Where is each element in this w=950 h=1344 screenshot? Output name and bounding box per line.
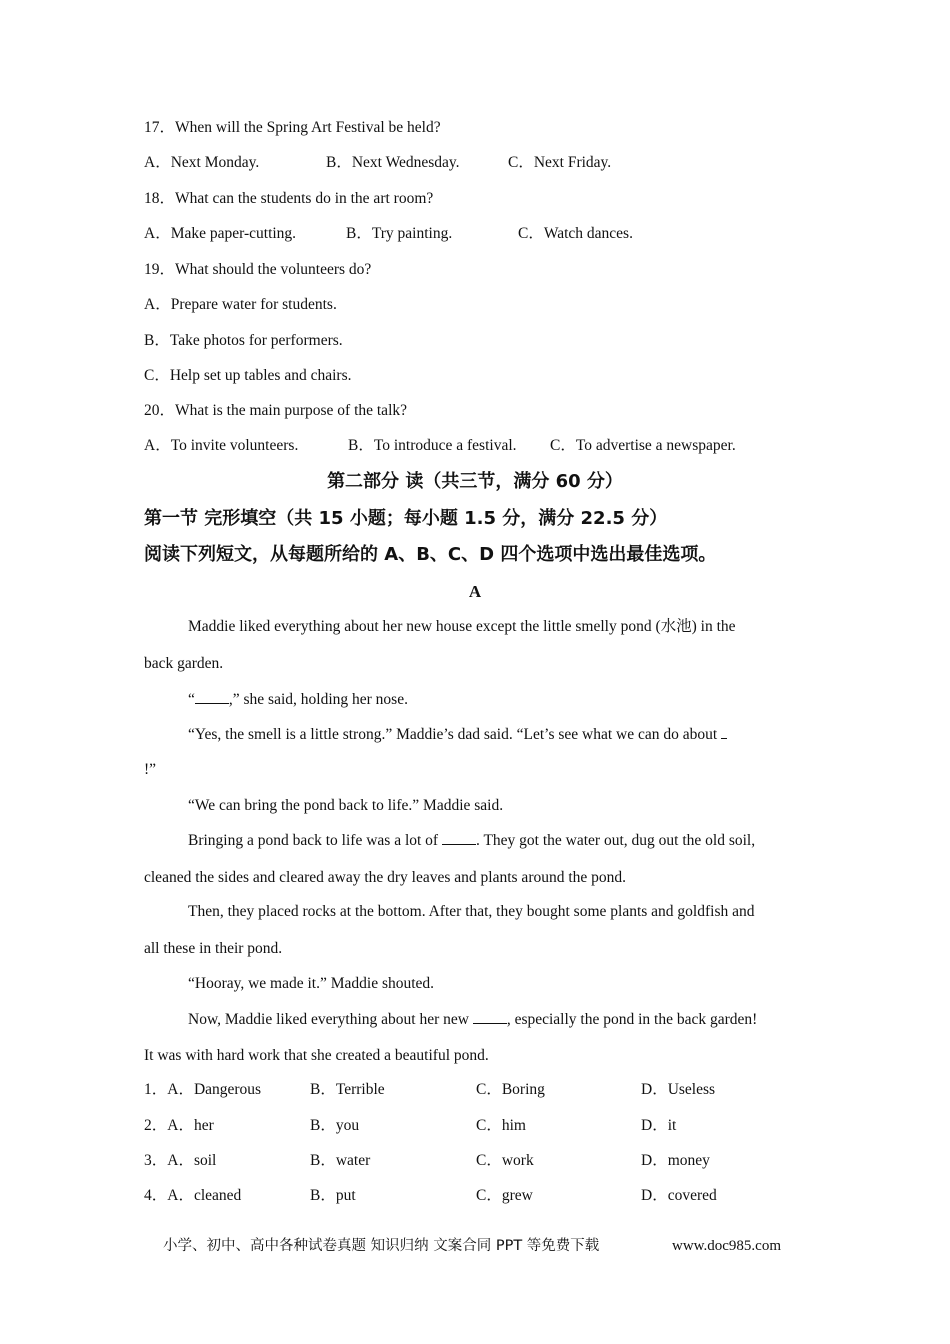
passage-text: Bringing a pond back to life was a lot of	[188, 832, 439, 849]
passage-line: Maddie liked everything about her new house except the little smelly pond (水池) in the	[188, 618, 736, 635]
footer-text: 小学、初中、高中各种试卷真题 知识归纳 文案合同 PPT 等免费下载	[163, 1238, 600, 1254]
cloze-1-option-b: B．Terrible	[310, 1081, 385, 1098]
passage-line: !”	[144, 761, 157, 778]
cloze-3-option-b: B．water	[310, 1152, 371, 1169]
passage-text: Now, Maddie liked everything about her new	[188, 1011, 469, 1028]
passage-line	[188, 1009, 757, 1030]
q17-option-b: B．Next Wednesday.	[326, 154, 460, 171]
cloze-4-option-b: B．put	[310, 1187, 356, 1204]
cloze-3-option-a: 3．A．soil	[144, 1152, 217, 1169]
passage-line: “We can bring the pond back to life.” Maddie said.	[188, 797, 504, 814]
passage-line: back garden.	[144, 655, 224, 672]
passage-text: ,” she said, holding her nose.	[228, 691, 408, 708]
passage-text: , especially the pond in the back garden!	[506, 1011, 758, 1028]
cloze-2-option-a: 2．A．her	[144, 1117, 214, 1134]
cloze-1-option-d: D．Useless	[641, 1081, 716, 1098]
cloze-3-option-d: D．money	[641, 1152, 710, 1169]
cloze-4-option-a: 4．A．cleaned	[144, 1187, 242, 1204]
cloze-2-option-b: B．you	[310, 1117, 360, 1134]
cloze-2-option-c: C．him	[476, 1117, 526, 1134]
question-19: 19．What should the volunteers do?	[144, 261, 372, 278]
footer-link[interactable]: www.doc985.com	[672, 1238, 782, 1254]
passage-text: . They got the water out, dug out the old soil,	[475, 832, 756, 849]
q18-option-b: B．Try painting.	[346, 225, 453, 242]
q19-option-a: A．Prepare water for students.	[144, 296, 337, 313]
blank-4	[473, 1009, 507, 1024]
passage-label: A	[468, 582, 482, 601]
q20-option-c: C．To advertise a newspaper.	[550, 437, 736, 454]
blank-1	[195, 689, 229, 704]
passage-line	[188, 830, 755, 851]
q20-option-b: B．To introduce a festival.	[348, 437, 517, 454]
cloze-4-option-d: D．covered	[641, 1187, 717, 1204]
instruction: 阅读下列短文，从每题所给的 A、B、C、D 四个选项中选出最佳选项。	[144, 544, 717, 565]
q20-option-a: A．To invite volunteers.	[144, 437, 299, 454]
passage-line: “Hooray, we made it.” Maddie shouted.	[188, 975, 435, 992]
q19-option-c: C．Help set up tables and chairs.	[144, 367, 352, 384]
q17-option-a: A．Next Monday.	[144, 154, 260, 171]
cloze-4-option-c: C．grew	[476, 1187, 533, 1204]
q18-option-c: C．Watch dances.	[518, 225, 633, 242]
quote-open: “	[188, 691, 195, 708]
blank-3	[442, 830, 476, 845]
question-17: 17．When will the Spring Art Festival be held?	[144, 119, 441, 136]
cloze-2-option-d: D．it	[641, 1117, 677, 1134]
q17-option-c: C．Next Friday.	[508, 154, 612, 171]
passage-line	[188, 724, 727, 745]
cloze-1-option-c: C．Boring	[476, 1081, 545, 1098]
cloze-3-option-c: C．work	[476, 1152, 534, 1169]
section-title: 第一节 完形填空（共 15 小题；每小题 1.5 分，满分 22.5 分）	[144, 508, 668, 529]
passage-line: It was with hard work that she created a beautiful pond.	[144, 1047, 489, 1064]
passage-line: Then, they placed rocks at the bottom. After that, they bought some plants and goldfish and	[188, 903, 755, 920]
part-title: 第二部分 读（共三节，满分 60 分）	[327, 471, 623, 492]
cloze-1-option-a: 1．A．Dangerous	[144, 1081, 262, 1098]
passage-text: “Yes, the smell is a little strong.” Maddie’s dad said. “Let’s see what we can do about	[188, 726, 718, 743]
passage-line: all these in their pond.	[144, 940, 283, 957]
q19-option-b: B．Take photos for performers.	[144, 332, 343, 349]
q18-option-a: A．Make paper-cutting.	[144, 225, 297, 242]
passage-line: cleaned the sides and cleared away the dry leaves and plants around the pond.	[144, 869, 627, 886]
blank-2	[721, 724, 727, 739]
question-18: 18．What can the students do in the art room?	[144, 190, 434, 207]
question-20: 20．What is the main purpose of the talk?	[144, 402, 408, 419]
passage-line	[188, 689, 408, 710]
